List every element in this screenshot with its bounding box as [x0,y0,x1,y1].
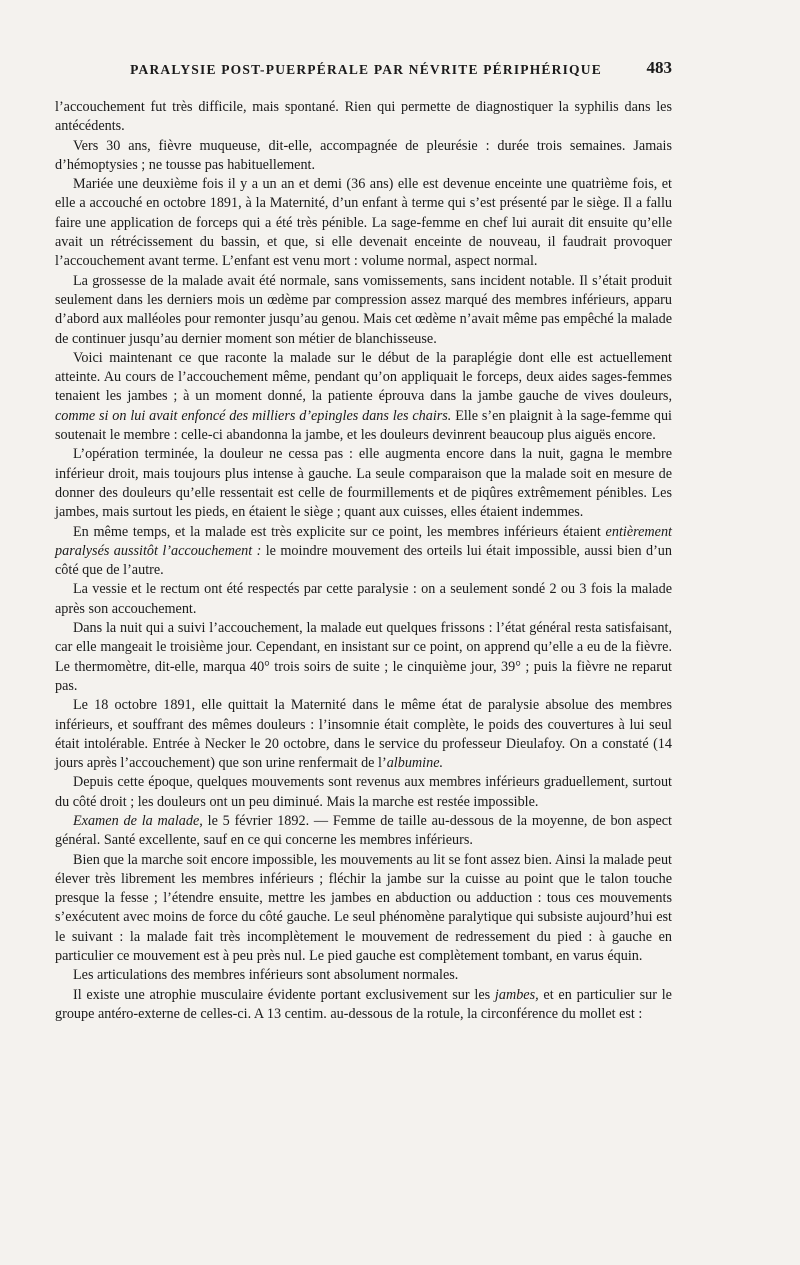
paragraph [55,349,672,445]
running-header: PARALYSIE POST-PUERPÉRALE PAR NÉVRITE PÉRIPHÉRIQUE [130,62,602,77]
text-run: Il existe une atrophie musculaire évidente portant exclusivement sur les [73,986,495,1003]
paragraph: Mariée une deuxième fois il y a un an et demi (36 ans) elle est devenue enceinte une quatrième fois, et elle a accouché en octobre 1891, à la Maternité, d’un enfant à terme qui s’est présenté par le siège. Il a fallu faire une application de forceps qui a été très pénible. La sage-femme en chef lui aurait dit ensuite qu’elle avait un rétrécissement du bassin, et que, si elle devenait enceinte de nouveau, il faudrait provoquer l’accouchement avant terme. L’enfant est venu mort : volume normal, aspect normal. [55,176,672,270]
page-number: 483 [646,58,672,77]
paragraph: Dans la nuit qui a suivi l’accouchement, la malade eut quelques frissons : l’état général resta satisfaisant, car elle mangeait le troisième jour. Cependant, en insistant sur ce point, on apprend qu’elle a eu de la fièvre. Le thermomètre, dit-elle, marqua 40° trois soirs de suite ; le cinquième jour, 39° ; puis la fièvre ne reparut pas. [55,620,672,694]
text-run: et en particulier sur le groupe antéro-externe de celles-ci. A 13 centim. au-dessous de la rotule, la circonférence du mollet est : [55,986,672,1022]
paragraph: Bien que la marche soit encore impossible, les mouvements au lit se font assez bien. Ainsi la malade peut élever très librement les membres inférieurs ; fléchir la jambe sur la cuisse au point que le talon touche presque la fesse ; l’étendre ensuite, mettre les jambes en abduction ou adduction : tous ces mouvements s’exécutent avec moins de force du côté gauche. Le seul phénomène paralytique qui subsiste aujourd’hui est le suivant : la malade fait très incomplètement le mouvement de redressement du pied : à gauche en particulier ce mouvement est à peu près nul. Le pied gauche est complètement tombant, en varus équin. [55,851,672,965]
paragraph [55,986,672,1025]
paragraph: Les articulations des membres inférieurs sont absolument normales. [73,967,459,984]
italic-term: jambes, [494,986,539,1003]
paragraph: L’opération terminée, la douleur ne cessa pas : elle augmenta encore dans la nuit, gagna le membre inférieur droit, mais toujours plus intense à gauche. La seule comparaison que la malade soit en mesure de donner des douleurs qu’elle ressentait est celle de fourmillements et de piqûres extrêmement pénibles. Les jambes, mais surtout les pieds, en étaient le siège ; quant aux cuisses, elles étaient indemmes. [55,446,672,521]
paragraph [55,523,672,581]
paragraph: La grossesse de la malade avait été normale, sans vomissements, sans incident notable. Il s’était produit seulement dans les derniers mois un œdème par compression assez marqué des membres inférieurs, apparu d’abord aux malléoles pour remonter jusqu’au genou. Mais cet œdème n’avait même pas empêché la malade de continuer jusqu’au dernier moment son métier de blanchisseuse. [55,272,672,347]
paragraph: Depuis cette époque, quelques mouvements sont revenus aux membres inférieurs graduellement, surtout du côté droit ; les douleurs ont un peu diminué. Mais la marche est restée impossible. [55,774,672,810]
text-run: En même temps, et la malade est très explicite sur ce point, les membres inférieurs étaient [73,523,606,540]
italic-section-title: Examen de la malade, [73,812,203,829]
paragraph: l’accouchement fut très difficile, mais spontané. Rien qui permette de diagnostiquer la syphilis dans les antécédents. [55,99,672,135]
text-run: le 5 février 1892. — Femme de taille au-dessous de la moyenne, de bon aspect général. Santé excellente, sauf en ce qui concerne les membres inférieurs. [55,812,672,849]
paragraph: Vers 30 ans, fièvre muqueuse, dit-elle, accompagnée de pleurésie : durée trois semaines. Jamais d’hémoptysies ; ne tousse pas habituellement. [55,137,672,173]
text-run: le moindre mouvement des orteils lui était impossible, aussi bien d’un côté que de l’autre. [55,542,672,579]
body-text [55,98,672,1024]
text-run: Voici maintenant ce que raconte la malade sur le début de la paraplégie dont elle est actuellement atteinte. Au cours de l’accouchement même, pendant qu’on appliquait le forceps, deux aides sages-femmes tenaient les jambes ; à un moment donné, la patiente éprouva dans la jambe gauche de vives douleurs, [55,349,672,405]
text-run: Elle s’en plaignit à la sage-femme qui soutenait le membre : celle-ci abandonna la jambe, et les douleurs devinrent beaucoup plus aiguës encore. [55,407,672,444]
paragraph: La vessie et le rectum ont été respectés par cette paralysie : on a seulement sondé 2 ou 3 fois la malade après son accouchement. [55,581,672,617]
text-run: Le 18 octobre 1891, elle quittait la Maternité dans le même état de paralysie absolue des membres inférieurs, et souffrant des mêmes douleurs : l’insomnie était complète, le poids des couvertures à lui seul était intolérable. Entrée à Necker le 20 octobre, dans le service du professeur Dieulafoy. On a constaté (14 jours après l’accouchement) que son urine renfermait de l’ [55,697,672,772]
paragraph [55,696,672,773]
italic-term: albumine. [386,755,444,772]
paragraph [55,812,672,851]
italic-quote: comme si on lui avait enfoncé des milliers d’epingles dans les chairs. [55,407,452,424]
italic-emphasis: entièrement paralysés aussitôt l’accouchement : [55,523,672,559]
